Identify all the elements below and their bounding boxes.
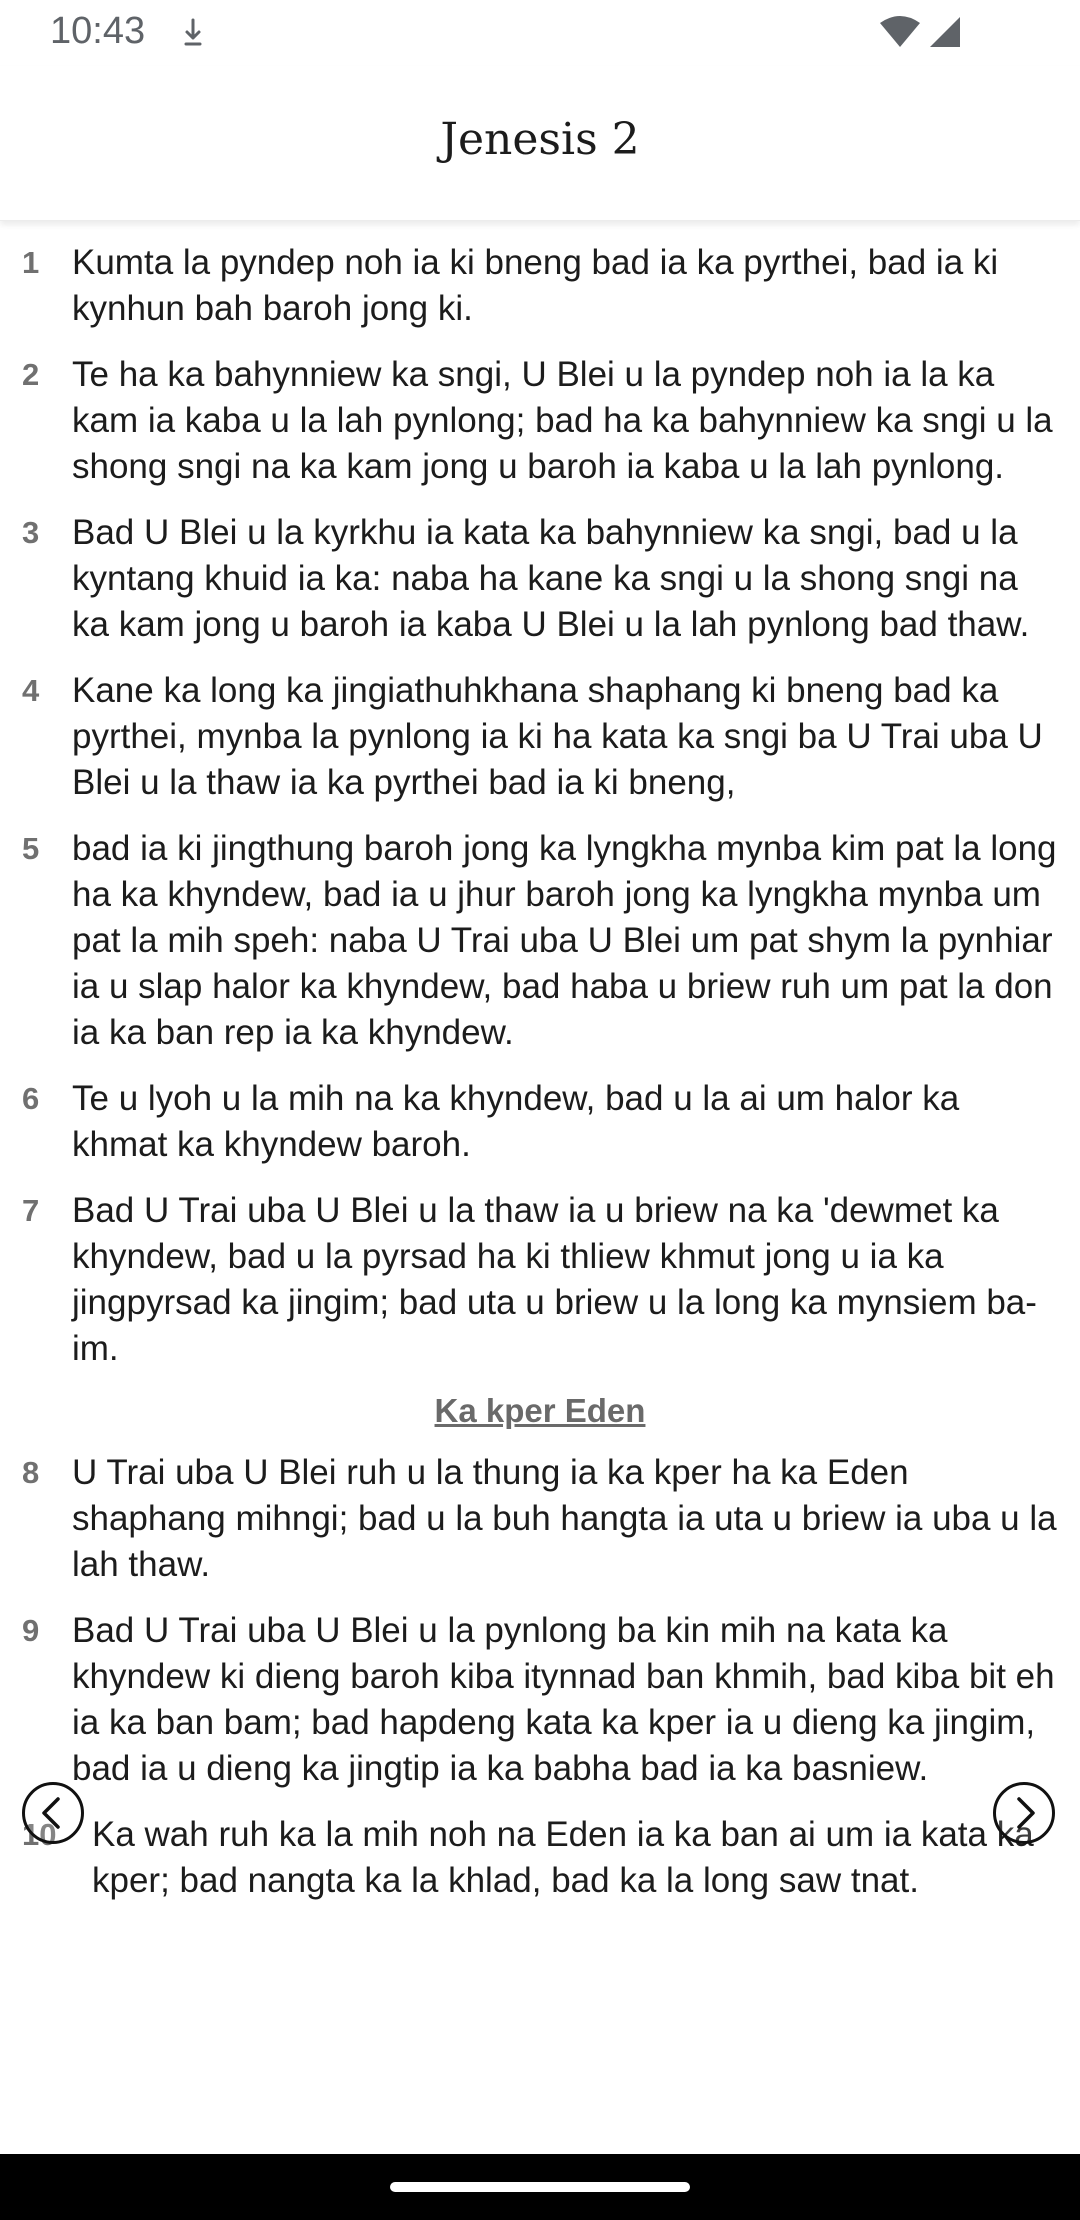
verse-7[interactable]: [0, 1188, 1080, 1372]
wifi-icon: [878, 15, 922, 49]
verse-number: 10: [22, 1817, 57, 1852]
verse-6[interactable]: [0, 1076, 1080, 1168]
verse-text: Bad U Blei u la kyrkhu ia kata ka bahynniew ka sngi, bad u la kyntang khuid ia ka: naba ha kane ka sngi u la shong sngi na ka kam jong u baroh ia kaba U Blei u la lah pynlong bad thaw.: [72, 513, 1030, 644]
verse-9[interactable]: [0, 1608, 1080, 1792]
verse-3[interactable]: [0, 510, 1080, 648]
section-heading: Ka kper Eden: [434, 1392, 646, 1429]
download-icon: [178, 14, 208, 54]
verse-5[interactable]: [0, 826, 1080, 1056]
system-navigation-bar: [0, 2154, 1080, 2220]
next-chapter-button[interactable]: [993, 1782, 1055, 1844]
verse-text: Te u lyoh u la mih na ka khyndew, bad u la ai um halor ka khmat ka khyndew baroh.: [72, 1079, 960, 1164]
verse-number: 6: [22, 1081, 40, 1116]
verse-text: Ka wah ruh ka la mih noh na Eden ia ka ban ai um ia kata ka kper; bad nangta ka la khlad, bad ka la long saw tnat.: [92, 1815, 1034, 1900]
verse-number: 5: [22, 831, 40, 866]
status-time: 10:43: [50, 10, 146, 52]
signal-icon: [928, 15, 962, 49]
verse-list: [0, 220, 1080, 1904]
verse-text: Te ha ka bahynniew ka sngi, U Blei u la pyndep noh ia la ka kam ia kaba u la lah pynlong; bad ha ka bahynniew ka sngi u la shong sngi na ka kam jong u baroh ia kaba u la lah pynlong.: [72, 355, 1053, 486]
verse-text: bad ia ki jingthung baroh jong ka lyngkha mynba kim pat la long ha ka khyndew, bad ia u jhur baroh jong ka lyngkha mynba um pat la mih speh: naba U Trai uba U Blei um pat shym la pynhiar ia u slap halor ka khyndew, bad haba u briew ruh um pat la don ia ka ban rep ia ka khyndew.: [72, 829, 1057, 1052]
verse-number: 9: [22, 1613, 40, 1648]
verse-number: 8: [22, 1455, 40, 1490]
status-bar: [0, 0, 1080, 66]
page-title[interactable]: Jenesis 2: [440, 114, 640, 165]
app-header: [0, 66, 1080, 221]
previous-chapter-button[interactable]: [22, 1782, 84, 1844]
verse-2[interactable]: [0, 352, 1080, 490]
verse-1[interactable]: [0, 240, 1080, 332]
home-gesture-handle[interactable]: [390, 2182, 690, 2192]
verse-4[interactable]: [0, 668, 1080, 806]
verse-text: Bad U Trai uba U Blei u la thaw ia u briew na ka 'dewmet ka khyndew, bad u la pyrsad ha ki thliew khmut jong u ia ka jingpyrsad ka jingim; bad uta u briew u la long ka mynsiem ba-im.: [72, 1191, 1037, 1368]
verse-number: 4: [22, 673, 40, 708]
verse-text: Kane ka long ka jingiathuhkhana shaphang ki bneng bad ka pyrthei, mynba la pynlong ia ki ha kata ka sngi ba U Trai uba U Blei u la thaw ia ka pyrthei bad ia ki bneng,: [72, 671, 1043, 802]
verse-number: 1: [22, 245, 40, 280]
verse-number: 2: [22, 357, 40, 392]
verse-number: 7: [22, 1193, 40, 1228]
verse-text: U Trai uba U Blei ruh u la thung ia ka kper ha ka Eden shaphang mihngi; bad u la buh hangta ia uta u briew ia uba u la lah thaw.: [72, 1453, 1057, 1584]
verse-8[interactable]: [0, 1450, 1080, 1588]
chevron-right-icon: [996, 1785, 1052, 1841]
verse-text: Kumta la pyndep noh ia ki bneng bad ia ka pyrthei, bad ia ki kynhun bah baroh jong ki.: [72, 243, 999, 328]
verse-text: Bad U Trai uba U Blei u la pynlong ba kin mih na kata ka khyndew ki dieng baroh kiba itynnad ban khmih, bad kiba bit eh ia ka ban bam; bad hapdeng kata ka kper ia u dieng ka jingim, bad ia u dieng ka jingtip ia ka babha bad ia ka basniew.: [72, 1611, 1055, 1788]
verse-number: 3: [22, 515, 40, 550]
verse-10[interactable]: [0, 1812, 1080, 1904]
chevron-left-icon: [25, 1785, 81, 1841]
chapter-content[interactable]: [0, 220, 1080, 2154]
